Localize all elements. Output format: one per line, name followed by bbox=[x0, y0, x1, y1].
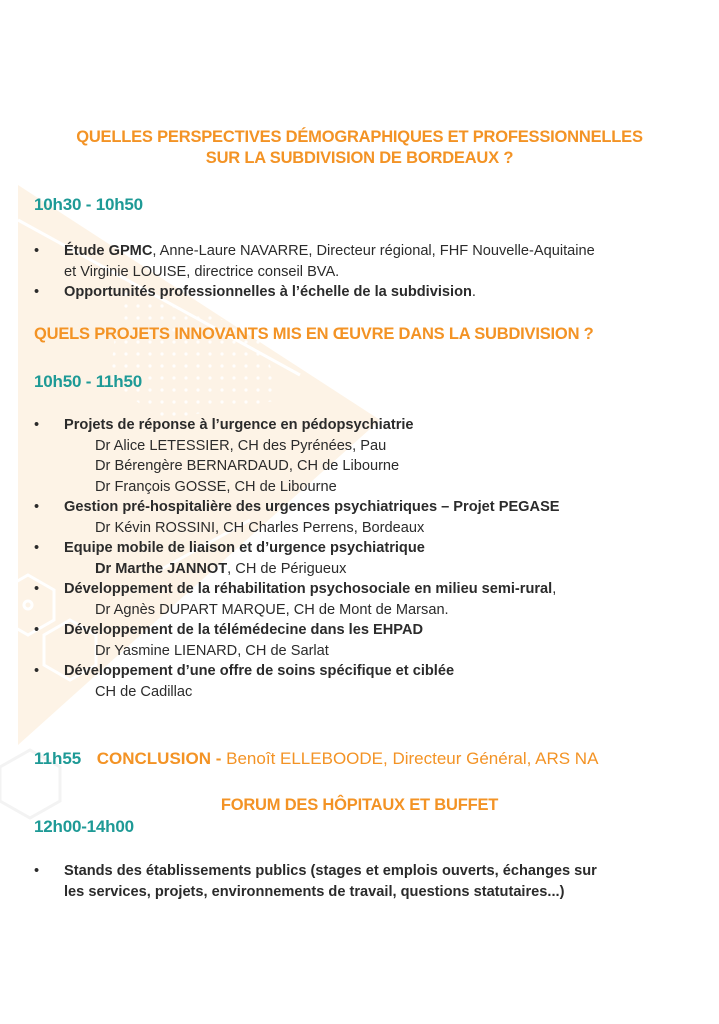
speaker-name: Dr Marthe JANNOT bbox=[95, 560, 228, 577]
section2-list bbox=[34, 415, 704, 702]
list-item bbox=[34, 620, 704, 661]
item-detail: , Anne-Laure NAVARRE, Directeur régional, FHF Nouvelle-Aquitaine bbox=[152, 243, 595, 259]
speaker-affiliation: , CH de Périgueux bbox=[227, 560, 347, 577]
item-title: Développement de la réhabilitation psychosociale en milieu semi-rural bbox=[64, 581, 553, 597]
bullet-icon: • bbox=[34, 243, 40, 259]
list-item bbox=[34, 661, 704, 702]
item-line2: les services, projets, environnements de travail, questions statutaires...) bbox=[64, 883, 565, 900]
list-item bbox=[34, 538, 704, 579]
item-title-suffix: , bbox=[552, 581, 557, 597]
bullet-icon: • bbox=[34, 540, 40, 556]
item-speaker bbox=[64, 559, 704, 580]
list-item bbox=[34, 497, 704, 538]
item-detail: . bbox=[471, 284, 476, 300]
list-item bbox=[34, 282, 704, 303]
section1-title-line1: QUELLES PERSPECTIVES DÉMOGRAPHIQUES ET PROFESSIONNELLES bbox=[76, 128, 643, 146]
section2-time: 10h50 - 11h50 bbox=[34, 372, 142, 391]
item-speaker: CH de Cadillac bbox=[95, 683, 193, 700]
bullet-icon: • bbox=[34, 622, 40, 638]
conclusion-time: 11h55 bbox=[34, 749, 82, 768]
item-title: Equipe mobile de liaison et d’urgence psychiatrique bbox=[64, 540, 425, 556]
conclusion-line bbox=[34, 749, 598, 769]
item-detail-line2: et Virginie LOUISE, directrice conseil BVA. bbox=[64, 263, 340, 280]
item-title: Développement de la télémédecine dans les EHPAD bbox=[64, 622, 424, 638]
bullet-icon: • bbox=[34, 663, 40, 679]
bullet-icon: • bbox=[34, 863, 40, 879]
item-speaker: Dr Agnès DUPART MARQUE, CH de Mont de Marsan. bbox=[95, 601, 449, 618]
item-title: Gestion pré-hospitalière des urgences psychiatriques – Projet PEGASE bbox=[64, 499, 560, 515]
item-title: Développement d’une offre de soins spécifique et ciblée bbox=[64, 663, 455, 679]
section2-title: QUELS PROJETS INNOVANTS MIS EN ŒUVRE DANS LA SUBDIVISION ? bbox=[34, 325, 594, 343]
forum-title: FORUM DES HÔPITAUX ET BUFFET bbox=[220, 796, 499, 814]
list-item bbox=[34, 415, 704, 497]
list-item bbox=[34, 861, 704, 902]
item-title: Projets de réponse à l’urgence en pédopsychiatrie bbox=[64, 417, 414, 433]
item-title: Opportunités professionnelles à l’échelle de la subdivision bbox=[64, 284, 472, 300]
item-line1: Stands des établissements publics (stages et emplois ouverts, échanges sur bbox=[64, 863, 597, 879]
item-speaker: Dr Bérengère BERNARDAUD, CH de Libourne bbox=[95, 458, 400, 474]
bullet-icon: • bbox=[34, 284, 40, 300]
section1-list bbox=[34, 241, 704, 303]
item-title: Étude GPMC bbox=[64, 243, 153, 259]
item-speaker: Dr Kévin ROSSINI, CH Charles Perrens, Bordeaux bbox=[95, 519, 425, 536]
bullet-icon: • bbox=[34, 499, 40, 515]
item-speaker: Dr Alice LETESSIER, CH des Pyrénées, Pau bbox=[95, 437, 387, 454]
section1-title-line2: SUR LA SUBDIVISION DE BORDEAUX ? bbox=[205, 149, 514, 167]
item-speaker: Dr François GOSSE, CH de Libourne bbox=[95, 478, 337, 495]
list-item bbox=[34, 241, 704, 282]
forum-list bbox=[34, 861, 704, 902]
bullet-icon: • bbox=[34, 581, 40, 597]
item-speaker: Dr Yasmine LIENARD, CH de Sarlat bbox=[95, 642, 329, 659]
section1-title bbox=[0, 127, 719, 169]
forum-time: 12h00-14h00 bbox=[34, 817, 134, 836]
conclusion-speaker: Benoît ELLEBOODE, Directeur Général, ARS NA bbox=[226, 749, 599, 768]
bullet-icon: • bbox=[34, 417, 40, 433]
conclusion-label: CONCLUSION - bbox=[96, 749, 222, 768]
section1-time: 10h30 - 10h50 bbox=[34, 195, 143, 214]
list-item bbox=[34, 579, 704, 620]
